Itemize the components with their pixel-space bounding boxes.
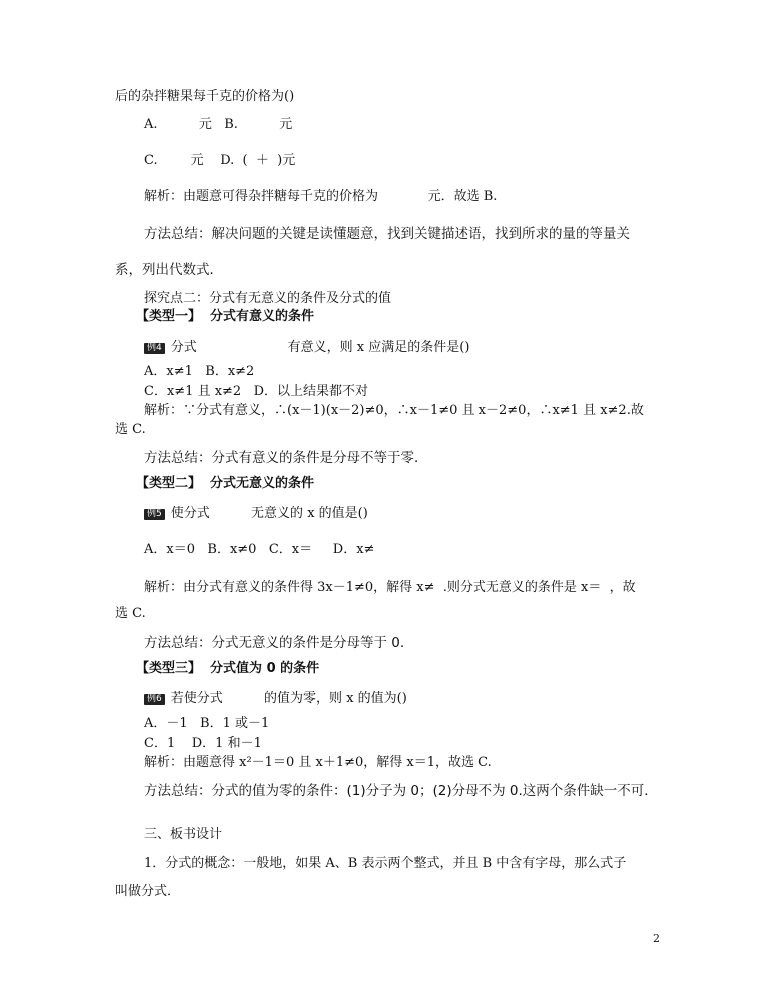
summary-line: 方法总结：分式的值为零的条件：(1)分子为 0；(2)分母不为 0.这两个条件缺一不可． (144, 783, 658, 799)
analysis-line: 解析：由分式有意义的条件得 3x－1≠0，解得 x≠ .则分式无意义的条件是 x＝ ，故 (144, 580, 636, 595)
option-line: C．1 D．1 和－1 (144, 736, 262, 751)
example-badge: 例6 (144, 694, 165, 705)
type-heading: 【类型二】 分式无意义的条件 (136, 476, 315, 491)
example-text: 若使分式 的值为零，则 x 的值为() (170, 691, 407, 706)
example-line (144, 691, 407, 707)
analysis-line: 选 C. (115, 606, 146, 621)
analysis-line: 解析：由题意可得杂拌糖每千克的价格为 元．故选 B. (144, 189, 498, 204)
example-line (144, 340, 469, 356)
example-badge: 例5 (144, 509, 165, 520)
option-line: A．－1 B．1 或－1 (144, 716, 270, 731)
definition-line: 叫做分式． (115, 884, 181, 899)
option-line: A．x＝0 B．x≠0 C．x＝ D．x≠ (144, 542, 375, 557)
analysis-line: 解析：∵分式有意义，∴(x－1)(x－2)≠0，∴x－1≠0 且 x－2≠0，∴x≠1 且 x≠2.故 (144, 403, 644, 418)
type-heading: 【类型三】 分式值为 0 的条件 (136, 661, 320, 676)
section-heading: 三、板书设计 (144, 827, 223, 842)
definition-line: 1．分式的概念：一般地，如果 A、B 表示两个整式，并且 B 中含有字母，那么式子 (144, 856, 627, 871)
option-line: A. 元 B. 元 (144, 117, 293, 132)
page-number: 2 (653, 932, 660, 945)
text-line: 后的杂拌糖果每千克的价格为() (115, 89, 295, 104)
section-heading: 探究点二：分式有无意义的条件及分式的值 (144, 291, 392, 306)
analysis-line: 选 C. (115, 422, 146, 437)
summary-line: 方法总结：分式无意义的条件是分母等于 0. (144, 635, 405, 651)
type-heading: 【类型一】 分式有意义的条件 (136, 309, 315, 324)
option-line: A．x≠1 B．x≠2 (144, 364, 255, 379)
option-line: C. 元 D. ( ＋ )元 (144, 153, 296, 168)
example-badge: 例4 (144, 343, 165, 354)
example-line (144, 506, 368, 522)
summary-line: 方法总结：解决问题的关键是读懂题意，找到关键描述语，找到所求的量的等量关 (144, 226, 630, 242)
analysis-line: 解析：由题意得 x²－1＝0 且 x＋1≠0，解得 x＝1，故选 C. (144, 755, 492, 770)
example-text: 使分式 无意义的 x 的值是() (170, 506, 368, 521)
example-text: 分式 有意义，则 x 应满足的条件是() (170, 340, 470, 355)
summary-line: 系，列出代数式． (115, 262, 223, 278)
summary-line: 方法总结：分式有意义的条件是分母不等于零． (144, 450, 428, 466)
option-line: C．x≠1 且 x≠2 D．以上结果都不对 (144, 384, 369, 399)
